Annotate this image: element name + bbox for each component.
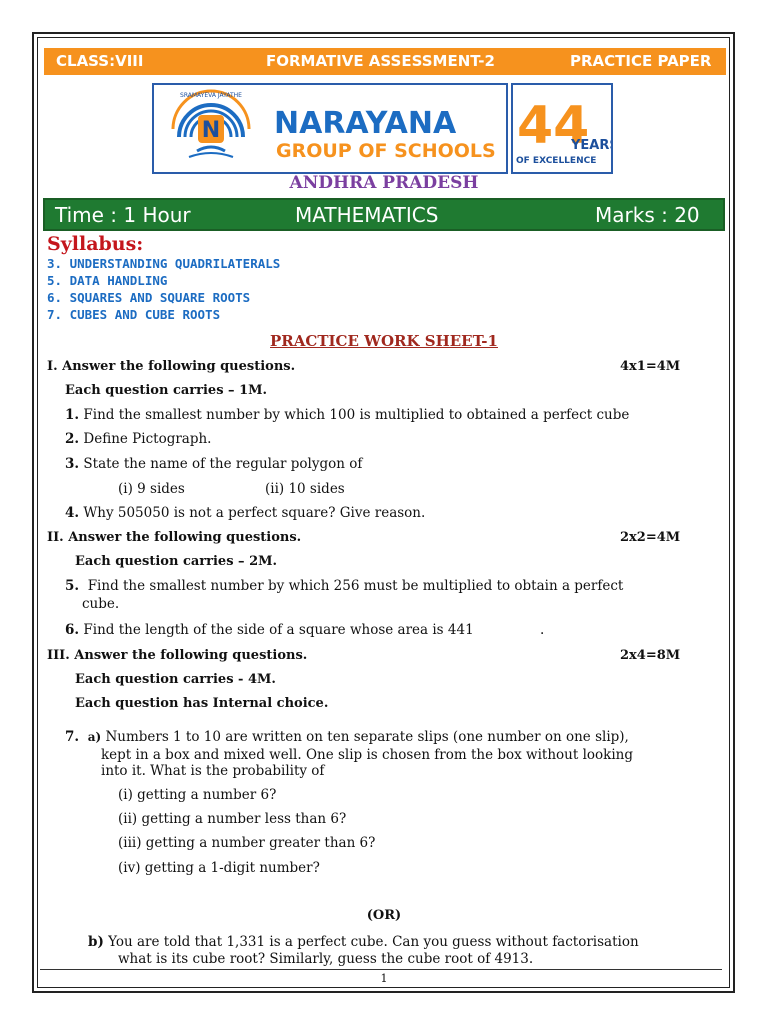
svg-text:YEARS: YEAR (571, 138, 610, 153)
section-3-note-2: Each question has Internal choice. (75, 696, 329, 711)
section-1-heading: I. Answer the following questions. (47, 359, 296, 374)
section-1-note: Each question carries – 1M. (65, 383, 268, 398)
syllabus-title: Syllabus: (47, 233, 144, 255)
syllabus-item: 7. CUBES AND CUBE ROOTS (47, 307, 221, 322)
time-label: Time : 1 Hour (55, 203, 191, 227)
footer-divider (40, 969, 722, 970)
question-2: 2. Define Pictograph. (65, 431, 212, 447)
worksheet-title: PRACTICE WORK SHEET-1 (270, 332, 498, 350)
svg-text:N: N (201, 118, 221, 143)
question-7b: b) You are told that 1,331 is a perfect cube. Can you guess without factorisation (88, 934, 639, 950)
question-5: 5. Find the smallest number by which 256 must be multiplied to obtain a perfect (65, 578, 624, 594)
years-badge (511, 83, 613, 174)
syllabus-item: 6. SQUARES AND SQUARE ROOTS (47, 290, 251, 305)
question-4: 4. Why 505050 is not a perfect square? Give reason. (65, 505, 426, 521)
assessment-label: FORMATIVE ASSESSMENT-2 (266, 52, 495, 70)
svg-text:OF EXCELLENCE: OF EXCELLENCE (516, 156, 597, 166)
syllabus-item: 3. UNDERSTANDING QUADRILATERALS (47, 256, 281, 271)
question-3: 3. State the name of the regular polygon of (65, 456, 363, 472)
svg-text:NARAYANA: NARAYANA (274, 106, 457, 141)
header-bar (44, 48, 726, 75)
question-7b-line-2: what is its cube root? Similarly, guess the cube root of 4913. (118, 951, 534, 967)
question-3-option-a: (i) 9 sides (118, 481, 185, 497)
info-bar (43, 198, 725, 231)
question-1: 1. Find the smallest number by which 100 is multiplied to obtained a perfect cube (65, 407, 630, 423)
question-7a-option-iii: (iii) getting a number greater than 6? (118, 835, 376, 851)
question-6-end: . (540, 622, 545, 638)
question-7a-option-iv: (iv) getting a 1-digit number? (118, 860, 320, 876)
svg-text:44: 44 (517, 96, 590, 156)
logo-emblem-icon (154, 85, 506, 172)
section-2-heading: II. Answer the following questions. (47, 530, 302, 545)
section-1-marks: 4x1=4M (620, 359, 681, 374)
marks-label: Marks : 20 (595, 203, 700, 227)
state-name: ANDHRA PRADESH (289, 173, 479, 193)
page-number: 1 (380, 972, 388, 985)
question-5-line-2: cube. (82, 596, 120, 612)
question-3-option-b: (ii) 10 sides (265, 481, 345, 497)
question-7a-option-i: (i) getting a number 6? (118, 787, 277, 803)
question-7a: 7. a) Numbers 1 to 10 are written on ten separate slips (one number on one slip), (65, 729, 629, 745)
syllabus-item: 5. DATA HANDLING (47, 273, 168, 288)
question-7a-option-ii: (ii) getting a number less than 6? (118, 811, 347, 827)
section-3-heading: III. Answer the following questions. (47, 648, 308, 663)
question-7a-line-2: kept in a box and mixed well. One slip is chosen from the box without looking (101, 747, 633, 763)
section-2-marks: 2x2=4M (620, 530, 681, 545)
section-3-note-1: Each question carries - 4M. (75, 672, 276, 687)
svg-text:GROUP OF SCHOOLS: GROUP OF SCHOOLS (276, 140, 496, 162)
class-label: CLASS:VIII (56, 52, 144, 70)
question-7a-line-3: into it. What is the probability of (101, 763, 325, 779)
section-2-note: Each question carries – 2M. (75, 554, 278, 569)
section-3-marks: 2x4=8M (620, 648, 681, 663)
subject-label: MATHEMATICS (295, 203, 439, 227)
paper-type-label: PRACTICE PAPER (570, 52, 712, 70)
years-badge-icon (513, 85, 611, 172)
or-separator: (OR) (366, 908, 402, 923)
svg-text:SRAMAYEVA JAYATHE: SRAMAYEVA JAYATHE (180, 92, 242, 99)
school-logo (152, 83, 508, 174)
question-6: 6. Find the length of the side of a square whose area is 441 (65, 622, 474, 638)
